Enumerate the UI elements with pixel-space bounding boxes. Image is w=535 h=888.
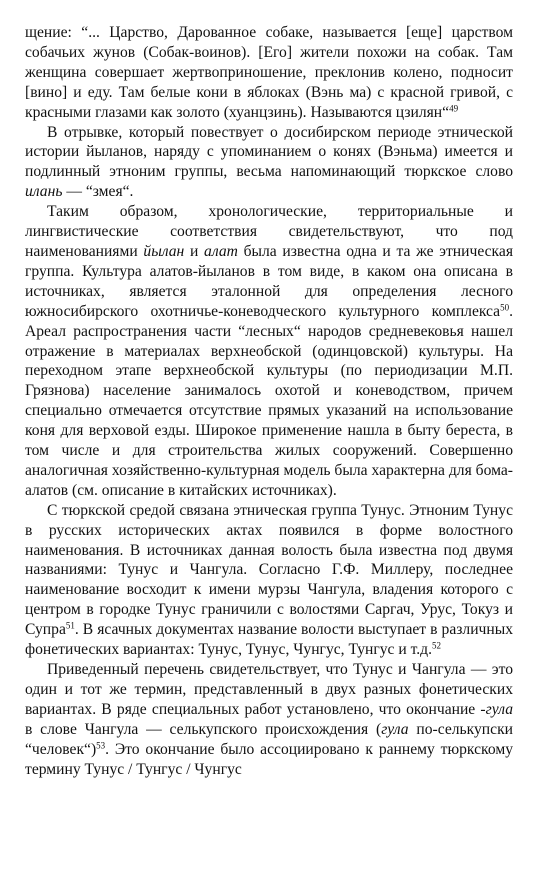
text-run: была известна одна и та же этническая группа. Культура алатов-йыланов в том виде, в каком она описана в источниках, является эталонной для определения лесного южносибирского охотничье-коневодческого культурного комплекса [25,242,513,320]
italic-term: илань [25,183,63,201]
footnote-ref: 51 [65,620,75,631]
text-run: Приведенный перечень свидетельствует, что Тунус и Чангула — это один и тот же термин, представленный в двух разных фонетических вариантах. В ряде специальных работ установлено, что окончание [25,661,513,718]
text-run: . Это окончание было ассоциировано к раннему тюркскому термину Тунус / Тунгус / Чунгус [25,740,513,778]
text-run: С тюркской средой связана этническая группа Тунус. Этноним Тунус в русских исторических актах появился в форме волостного наименования. В источниках данная волость была известна под двумя названиями: Тунус и Чангула. Согласно Г.Ф. Миллеру, последнее наименование восходит к имени мурзы Чангула, владения которого с центром в городке Тунус граничили с волостями Саргач, Урус, Токуз и Супра [25,501,513,639]
text-run: В отрывке, который повествует о досибирском периоде этнической истории йыланов, наряду с упоминанием о конях (Вэньма) имеется и подлинный этноним группы, весьма напоминающий тюркское слово [25,123,513,181]
body-text [25,23,513,779]
text-run: в слове Чангула — селькупского происхождения ( [25,720,382,738]
text-run: . В ясачных документах название волости выступает в различных фонетических вариантах: Тунус, Тунус, Чунгус, Тунгус и т.д. [25,621,513,659]
text-run: Таким образом, хронологические, территориальные и лингвистические соответствия свидетельствуют, что под наименованиями [25,203,513,260]
text-run: и [184,242,205,260]
footnote-ref: 53 [96,740,106,751]
italic-term: алат [204,242,238,260]
text-run: по-селькупски “человек“) [25,720,513,758]
footnote-ref: 49 [449,103,459,114]
paragraph [25,501,513,660]
footnote-ref: 52 [431,640,441,651]
text-run: щение: “... Царство, Дарованное собаке, называется [еще] царством собачьих жунов (Собак-воинов). [Его] жители похожи на собак. Там женщина совершает жертвоприношение, преклонив колено, подносит [вино] и еду. Там белые кони в яблоках (Вэнь ма) с красной гривой, с красными глазами как золото (хуанцзинь). Называются цзилян“ [25,24,513,121]
footnote-ref: 50 [500,302,510,313]
italic-term: -гула [480,700,513,718]
paragraph [25,123,513,203]
paragraph [25,23,513,123]
paragraph [25,202,513,501]
text-run: — “змея“. [62,183,134,201]
italic-term: гула [381,720,409,738]
text-run: . Ареал распространения части “лесных“ народов средневековья нашел отражение в материалах верхнеобской (одинцовской) культуры. На переходном этапе верхнеобской культуры (по периодизации М.П. Грязнова) население занималось охотой и коневодством, причем специально отмечается отсутствие прямых указаний на использование коня для верховой езды. Широкое применение нашла в быту береста, в том числе и для строительства жилых сооружений. Совершенно аналогичная хозяйственно-культурная модель была характерна для бома-алатов (см. описание в китайских источниках). [25,302,513,499]
paragraph [25,660,513,779]
italic-term: йылан [143,242,185,260]
